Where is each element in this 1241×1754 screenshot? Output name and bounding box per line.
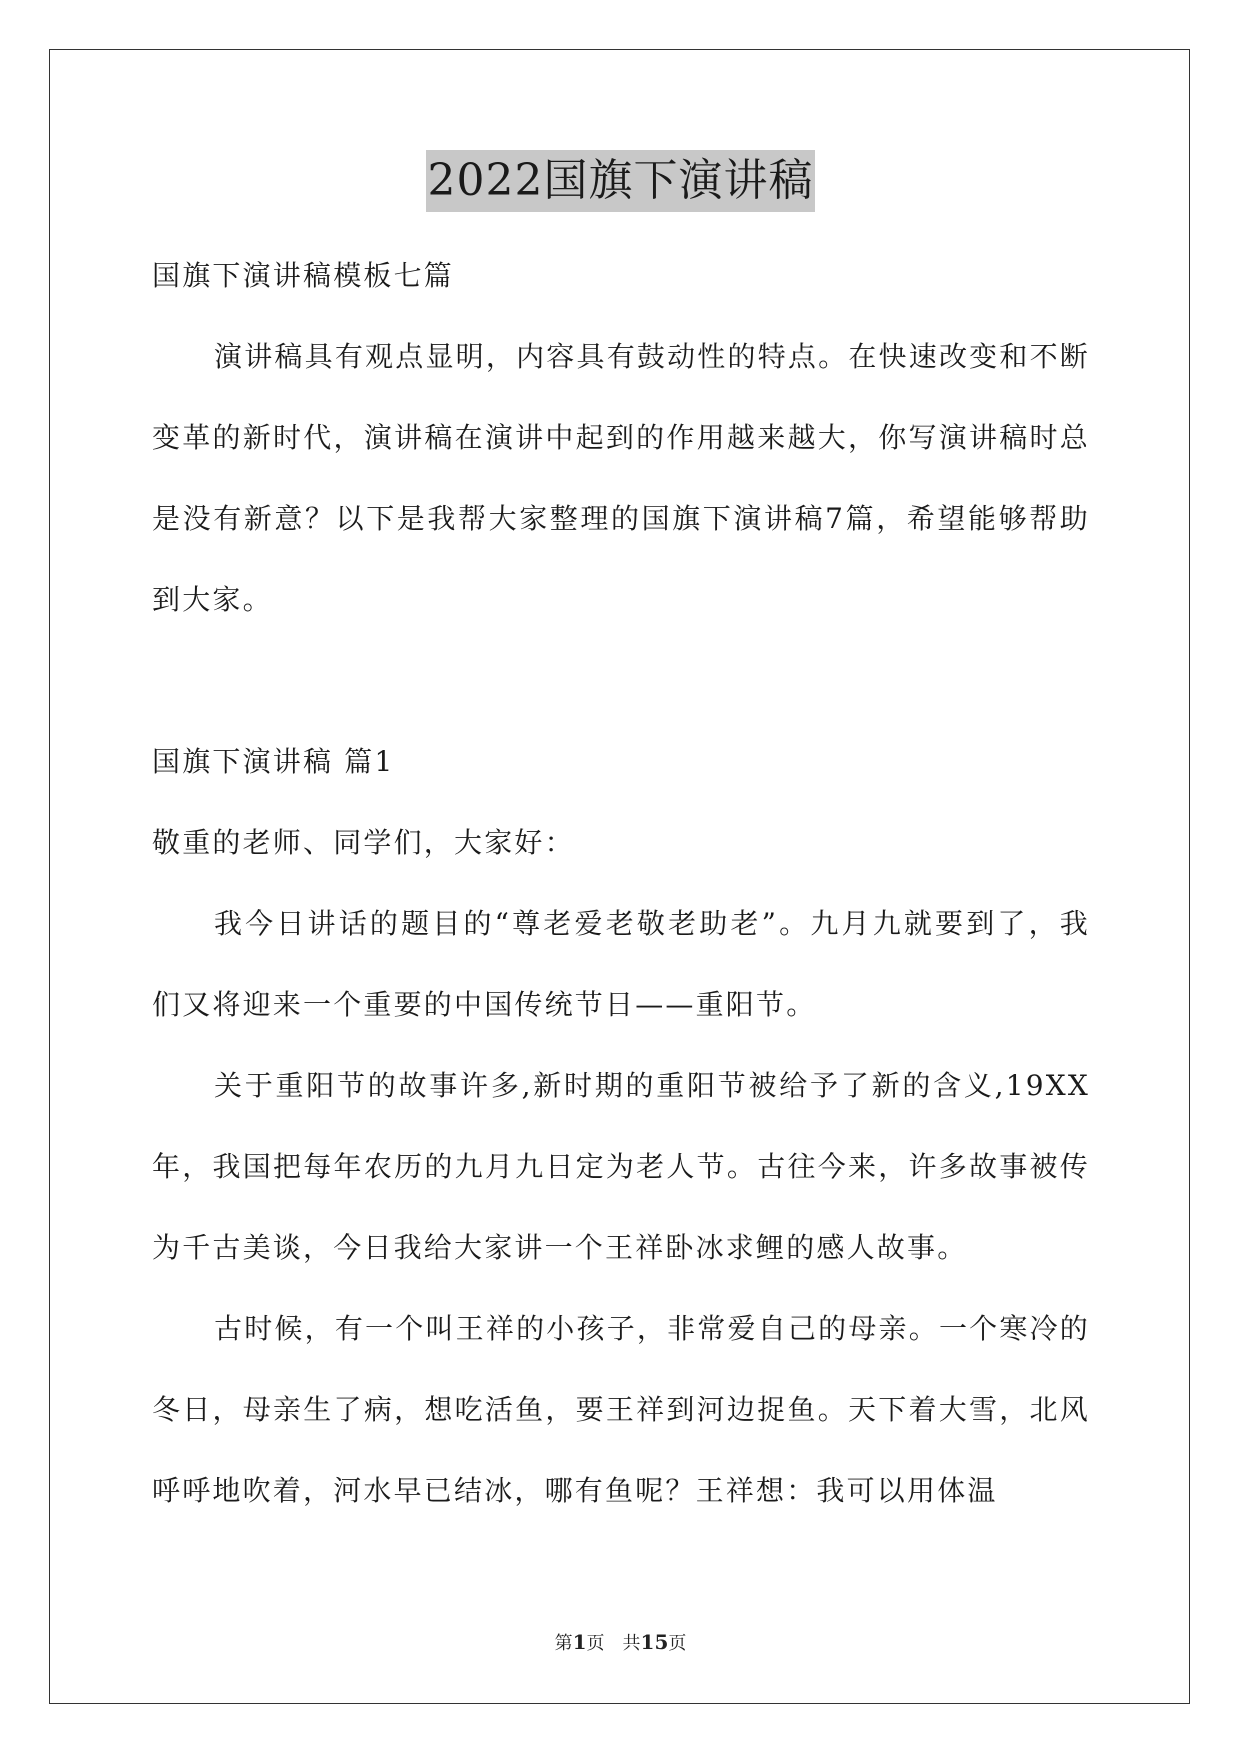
page-suffix: 页 bbox=[586, 1633, 605, 1654]
document-body bbox=[152, 235, 1090, 1531]
section-heading: 国旗下演讲稿 篇1 bbox=[152, 745, 395, 778]
body-paragraph-1: 我今日讲话的题目的“尊老爱老敬老助老”。九月九就要到了，我们又将迎来一个重要的中国传统节日——重阳节。 bbox=[152, 907, 1090, 1021]
body-paragraph-2: 关于重阳节的故事许多,新时期的重阳节被给予了新的含义,19XX年，我国把每年农历的九月九日定为老人节。古往今来，许多故事被传为千古美谈，今日我给大家讲一个王祥卧冰求鲤的感人故事。 bbox=[152, 1069, 1090, 1264]
total-suffix: 页 bbox=[668, 1633, 687, 1654]
page-total: 15 bbox=[640, 1630, 669, 1654]
page-prefix: 第 bbox=[554, 1633, 573, 1654]
body-paragraph-3: 古时候，有一个叫王祥的小孩子，非常爱自己的母亲。一个寒冷的冬日，母亲生了病，想吃活鱼，要王祥到河边捉鱼。天下着大雪，北风呼呼地吹着，河水早已结冰，哪有鱼呢？王祥想：我可以用体温 bbox=[152, 1312, 1090, 1507]
page-footer bbox=[0, 1629, 1241, 1655]
page-current: 1 bbox=[572, 1630, 587, 1654]
subtitle: 国旗下演讲稿模板七篇 bbox=[152, 259, 455, 292]
title-wrap bbox=[0, 150, 1241, 212]
greeting: 敬重的老师、同学们，大家好： bbox=[152, 826, 575, 859]
document-title: 2022国旗下演讲稿 bbox=[426, 150, 816, 212]
intro-paragraph: 演讲稿具有观点显明，内容具有鼓动性的特点。在快速改变和不断变革的新时代，演讲稿在演讲中起到的作用越来越大，你写演讲稿时总是没有新意？以下是我帮大家整理的国旗下演讲稿7篇，希望能够帮助到大家。 bbox=[152, 340, 1090, 616]
total-prefix: 共 bbox=[622, 1633, 641, 1654]
